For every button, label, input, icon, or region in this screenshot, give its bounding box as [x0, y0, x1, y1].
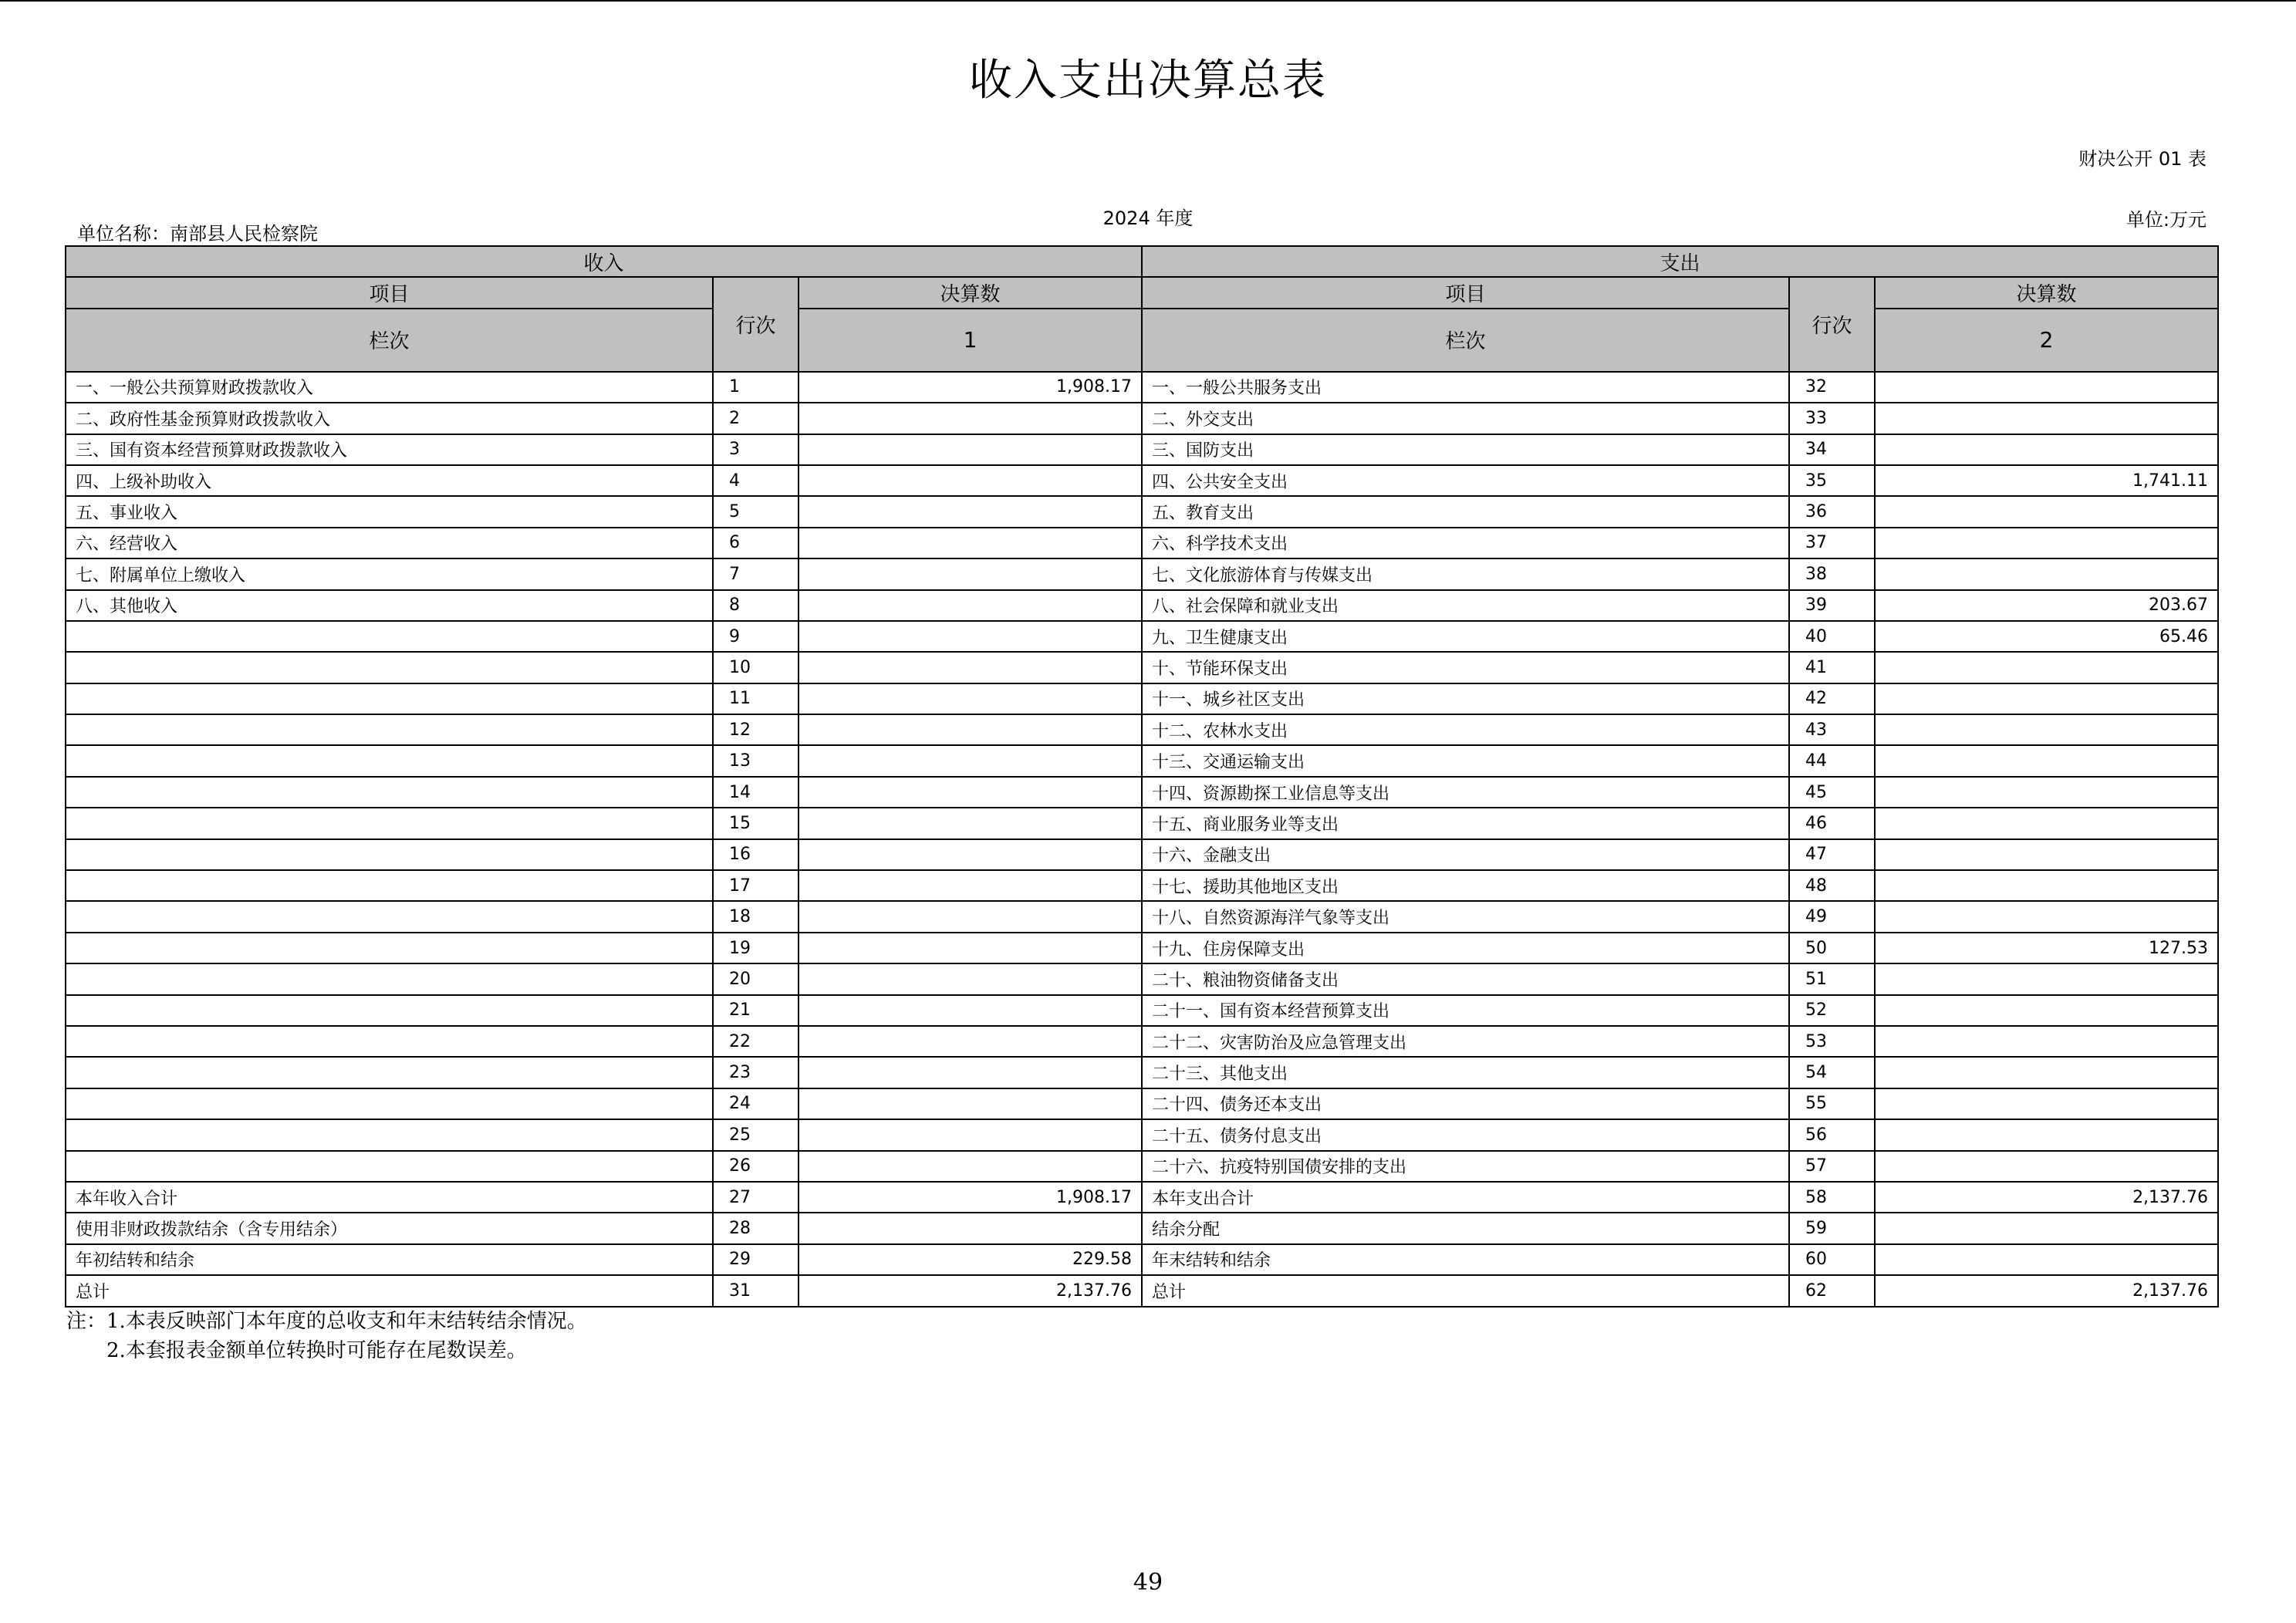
income-amount [799, 745, 1142, 776]
table-row [66, 1026, 2218, 1057]
expense-row-number: 58 [1789, 1182, 1875, 1213]
income-amount [799, 558, 1142, 589]
table-row [66, 870, 2218, 901]
table-row [66, 933, 2218, 963]
income-amount [799, 1026, 1142, 1057]
income-item-name: 七、附属单位上缴收入 [66, 558, 713, 589]
expense-amount [1875, 777, 2218, 808]
expense-amount: 127.53 [1875, 933, 2218, 963]
expense-row-number: 43 [1789, 714, 1875, 745]
expense-amount [1875, 683, 2218, 714]
table-row [66, 1088, 2218, 1119]
expense-item-name: 二十、粮油物资储备支出 [1142, 963, 1789, 994]
income-amount [799, 1088, 1142, 1119]
form-number: 财决公开 01 表 [2078, 148, 2207, 170]
income-item-name [66, 1119, 713, 1150]
table-row [66, 621, 2218, 652]
income-row-number: 7 [713, 558, 799, 589]
income-row-number: 11 [713, 683, 799, 714]
income-item-name: 八、其他收入 [66, 590, 713, 621]
expense-row-number: 47 [1789, 839, 1875, 870]
fiscal-year: 2024 年度 [1102, 208, 1194, 229]
income-item-name [66, 901, 713, 932]
expense-item-name: 三、国防支出 [1142, 434, 1789, 465]
expense-item-name: 本年支出合计 [1142, 1182, 1789, 1213]
income-item-name [66, 652, 713, 683]
expense-amount [1875, 496, 2218, 527]
income-item-name: 三、国有资本经营预算财政拨款收入 [66, 434, 713, 465]
income-item-name: 年初结转和结余 [66, 1244, 713, 1275]
income-item-name [66, 1057, 713, 1088]
table-row [66, 1057, 2218, 1088]
expense-row-number: 48 [1789, 870, 1875, 901]
table-row [66, 465, 2218, 496]
income-item-name [66, 621, 713, 652]
expense-item-name: 二十四、债务还本支出 [1142, 1088, 1789, 1119]
income-item-name [66, 839, 713, 870]
expense-row-number: 38 [1789, 558, 1875, 589]
expense-item-header: 项目 [1142, 277, 1789, 308]
unit-name: 单位名称：南部县人民检察院 [77, 223, 318, 245]
income-amount [799, 839, 1142, 870]
expense-row-number: 51 [1789, 963, 1875, 994]
table-row [66, 963, 2218, 994]
table-row [66, 403, 2218, 434]
income-item-name [66, 1026, 713, 1057]
expense-amount [1875, 1151, 2218, 1182]
table-subheader-row [66, 277, 2218, 308]
income-row-number: 4 [713, 465, 799, 496]
income-item-name: 一、一般公共预算财政拨款收入 [66, 372, 713, 403]
expense-column-label: 栏次 [1142, 309, 1789, 372]
income-amount [799, 870, 1142, 901]
expense-row-number: 40 [1789, 621, 1875, 652]
table-row [66, 372, 2218, 403]
income-amount [799, 933, 1142, 963]
income-row-number: 22 [713, 1026, 799, 1057]
expense-item-name: 十九、住房保障支出 [1142, 933, 1789, 963]
income-row-number: 26 [713, 1151, 799, 1182]
table-row [66, 1182, 2218, 1213]
income-amount [799, 1151, 1142, 1182]
expense-amount [1875, 995, 2218, 1026]
expense-amount [1875, 1088, 2218, 1119]
expense-rowno-header: 行次 [1789, 277, 1875, 371]
table-row [66, 1213, 2218, 1243]
income-row-number: 8 [713, 590, 799, 621]
income-item-name [66, 870, 713, 901]
table-row [66, 590, 2218, 621]
expense-amount [1875, 901, 2218, 932]
table-row [66, 901, 2218, 932]
expense-amount [1875, 403, 2218, 434]
income-amount [799, 652, 1142, 683]
income-row-number: 5 [713, 496, 799, 527]
expense-row-number: 32 [1789, 372, 1875, 403]
income-column-number: 1 [799, 309, 1142, 372]
expense-item-name: 十八、自然资源海洋气象等支出 [1142, 901, 1789, 932]
income-amount [799, 528, 1142, 558]
income-item-name: 使用非财政拨款结余（含专用结余） [66, 1213, 713, 1243]
expense-row-number: 56 [1789, 1119, 1875, 1150]
income-amount-header: 决算数 [799, 277, 1142, 308]
expense-item-name: 十、节能环保支出 [1142, 652, 1789, 683]
income-row-number: 17 [713, 870, 799, 901]
expense-amount [1875, 714, 2218, 745]
expense-row-number: 34 [1789, 434, 1875, 465]
income-row-number: 1 [713, 372, 799, 403]
income-row-number: 15 [713, 808, 799, 838]
expense-row-number: 50 [1789, 933, 1875, 963]
income-amount [799, 1213, 1142, 1243]
expense-item-name: 十二、农林水支出 [1142, 714, 1789, 745]
expense-amount [1875, 870, 2218, 901]
expense-item-name: 年末结转和结余 [1142, 1244, 1789, 1275]
expense-amount: 65.46 [1875, 621, 2218, 652]
expense-row-number: 36 [1789, 496, 1875, 527]
table-header-row [66, 246, 2218, 277]
income-item-name [66, 777, 713, 808]
income-item-name [66, 683, 713, 714]
expense-row-number: 33 [1789, 403, 1875, 434]
income-row-number: 14 [713, 777, 799, 808]
income-row-number: 19 [713, 933, 799, 963]
income-item-name [66, 995, 713, 1026]
income-amount [799, 963, 1142, 994]
table-row [66, 434, 2218, 465]
top-border-line [0, 0, 2296, 2]
expense-item-name: 五、教育支出 [1142, 496, 1789, 527]
table-body [66, 246, 2218, 1307]
income-row-number: 21 [713, 995, 799, 1026]
expense-item-name: 二十五、债务付息支出 [1142, 1119, 1789, 1150]
income-amount: 229.58 [799, 1244, 1142, 1275]
expense-amount [1875, 1244, 2218, 1275]
table-row [66, 558, 2218, 589]
expense-row-number: 39 [1789, 590, 1875, 621]
expense-amount [1875, 1119, 2218, 1150]
expense-amount [1875, 1026, 2218, 1057]
income-row-number: 20 [713, 963, 799, 994]
table-row [66, 714, 2218, 745]
income-item-name [66, 1151, 713, 1182]
income-amount [799, 496, 1142, 527]
income-item-name [66, 714, 713, 745]
income-column-label: 栏次 [66, 309, 713, 372]
income-item-name: 四、上级补助收入 [66, 465, 713, 496]
expense-item-name: 十四、资源勘探工业信息等支出 [1142, 777, 1789, 808]
income-row-number: 23 [713, 1057, 799, 1088]
income-amount: 2,137.76 [799, 1275, 1142, 1306]
expense-row-number: 35 [1789, 465, 1875, 496]
income-row-number: 25 [713, 1119, 799, 1150]
income-amount [799, 621, 1142, 652]
income-amount [799, 808, 1142, 838]
income-item-name [66, 745, 713, 776]
expense-item-name: 十七、援助其他地区支出 [1142, 870, 1789, 901]
table-row [66, 839, 2218, 870]
income-row-number: 29 [713, 1244, 799, 1275]
expense-amount-header: 决算数 [1875, 277, 2218, 308]
expense-row-number: 54 [1789, 1057, 1875, 1088]
expense-amount [1875, 839, 2218, 870]
income-item-name: 二、政府性基金预算财政拨款收入 [66, 403, 713, 434]
expense-amount [1875, 434, 2218, 465]
table-row [66, 1275, 2218, 1306]
expense-amount [1875, 808, 2218, 838]
income-amount [799, 403, 1142, 434]
expense-row-number: 37 [1789, 528, 1875, 558]
expense-item-name: 二、外交支出 [1142, 403, 1789, 434]
page-title: 收入支出决算总表 [969, 56, 1327, 106]
expense-row-number: 52 [1789, 995, 1875, 1026]
expense-amount [1875, 963, 2218, 994]
expense-item-name: 十三、交通运输支出 [1142, 745, 1789, 776]
expense-item-name: 十五、商业服务业等支出 [1142, 808, 1789, 838]
income-amount: 1,908.17 [799, 1182, 1142, 1213]
expense-item-name: 二十二、灾害防治及应急管理支出 [1142, 1026, 1789, 1057]
expense-amount: 2,137.76 [1875, 1275, 2218, 1306]
table-row [66, 528, 2218, 558]
currency-unit: 单位:万元 [2125, 209, 2207, 231]
income-row-number: 10 [713, 652, 799, 683]
expense-amount [1875, 372, 2218, 403]
income-item-name: 本年收入合计 [66, 1182, 713, 1213]
income-item-name [66, 1088, 713, 1119]
table-row [66, 1244, 2218, 1275]
expense-item-name: 七、文化旅游体育与传媒支出 [1142, 558, 1789, 589]
income-row-number: 24 [713, 1088, 799, 1119]
expense-item-name: 结余分配 [1142, 1213, 1789, 1243]
expense-row-number: 41 [1789, 652, 1875, 683]
income-rowno-header: 行次 [713, 277, 799, 371]
income-amount [799, 590, 1142, 621]
expense-item-name: 九、卫生健康支出 [1142, 621, 1789, 652]
expense-row-number: 46 [1789, 808, 1875, 838]
expense-item-name: 二十三、其他支出 [1142, 1057, 1789, 1088]
income-item-header: 项目 [66, 277, 713, 308]
table-row [66, 652, 2218, 683]
income-row-number: 27 [713, 1182, 799, 1213]
expense-row-number: 55 [1789, 1088, 1875, 1119]
income-amount [799, 777, 1142, 808]
expense-row-number: 49 [1789, 901, 1875, 932]
income-amount [799, 995, 1142, 1026]
income-row-number: 31 [713, 1275, 799, 1306]
table-row [66, 777, 2218, 808]
expense-item-name: 四、公共安全支出 [1142, 465, 1789, 496]
income-row-number: 13 [713, 745, 799, 776]
expense-amount: 2,137.76 [1875, 1182, 2218, 1213]
table-row [66, 1119, 2218, 1150]
table-column-index-row [66, 309, 2218, 372]
income-item-name [66, 963, 713, 994]
income-amount: 1,908.17 [799, 372, 1142, 403]
income-amount [799, 434, 1142, 465]
expense-row-number: 57 [1789, 1151, 1875, 1182]
income-row-number: 16 [713, 839, 799, 870]
income-row-number: 6 [713, 528, 799, 558]
table-row [66, 1151, 2218, 1182]
income-item-name: 五、事业收入 [66, 496, 713, 527]
expense-row-number: 45 [1789, 777, 1875, 808]
expense-item-name: 六、科学技术支出 [1142, 528, 1789, 558]
expense-amount: 1,741.11 [1875, 465, 2218, 496]
expense-amount [1875, 528, 2218, 558]
expense-row-number: 44 [1789, 745, 1875, 776]
income-row-number: 28 [713, 1213, 799, 1243]
note-line-1: 注：1.本表反映部门本年度的总收支和年末结转结余情况。 [66, 1310, 587, 1333]
expense-amount [1875, 558, 2218, 589]
expense-item-name: 十一、城乡社区支出 [1142, 683, 1789, 714]
income-section-header: 收入 [66, 246, 1142, 277]
expense-amount [1875, 745, 2218, 776]
expense-amount: 203.67 [1875, 590, 2218, 621]
income-item-name [66, 933, 713, 963]
table-row [66, 745, 2218, 776]
income-item-name: 六、经营收入 [66, 528, 713, 558]
income-expense-table [65, 245, 2219, 1308]
income-amount [799, 683, 1142, 714]
expense-item-name: 一、一般公共服务支出 [1142, 372, 1789, 403]
expense-amount [1875, 1213, 2218, 1243]
income-row-number: 2 [713, 403, 799, 434]
expense-item-name: 八、社会保障和就业支出 [1142, 590, 1789, 621]
income-amount [799, 465, 1142, 496]
expense-row-number: 60 [1789, 1244, 1875, 1275]
table-row [66, 995, 2218, 1026]
expense-item-name: 二十一、国有资本经营预算支出 [1142, 995, 1789, 1026]
income-row-number: 12 [713, 714, 799, 745]
expense-amount [1875, 1057, 2218, 1088]
expense-item-name: 二十六、抗疫特别国债安排的支出 [1142, 1151, 1789, 1182]
income-amount [799, 901, 1142, 932]
expense-row-number: 59 [1789, 1213, 1875, 1243]
income-amount [799, 1119, 1142, 1150]
table-row [66, 683, 2218, 714]
page-number: 49 [1133, 1569, 1163, 1596]
income-row-number: 9 [713, 621, 799, 652]
expense-item-name: 十六、金融支出 [1142, 839, 1789, 870]
income-item-name [66, 808, 713, 838]
expense-column-number: 2 [1875, 309, 2218, 372]
income-row-number: 3 [713, 434, 799, 465]
expense-row-number: 42 [1789, 683, 1875, 714]
income-row-number: 18 [713, 901, 799, 932]
income-amount [799, 1057, 1142, 1088]
table-row [66, 496, 2218, 527]
expense-item-name: 总计 [1142, 1275, 1789, 1306]
income-amount [799, 714, 1142, 745]
expense-section-header: 支出 [1142, 246, 2218, 277]
expense-row-number: 53 [1789, 1026, 1875, 1057]
note-line-2: 2.本套报表金额单位转换时可能存在尾数误差。 [106, 1339, 527, 1362]
income-item-name: 总计 [66, 1275, 713, 1306]
expense-row-number: 62 [1789, 1275, 1875, 1306]
expense-amount [1875, 652, 2218, 683]
table-row [66, 808, 2218, 838]
